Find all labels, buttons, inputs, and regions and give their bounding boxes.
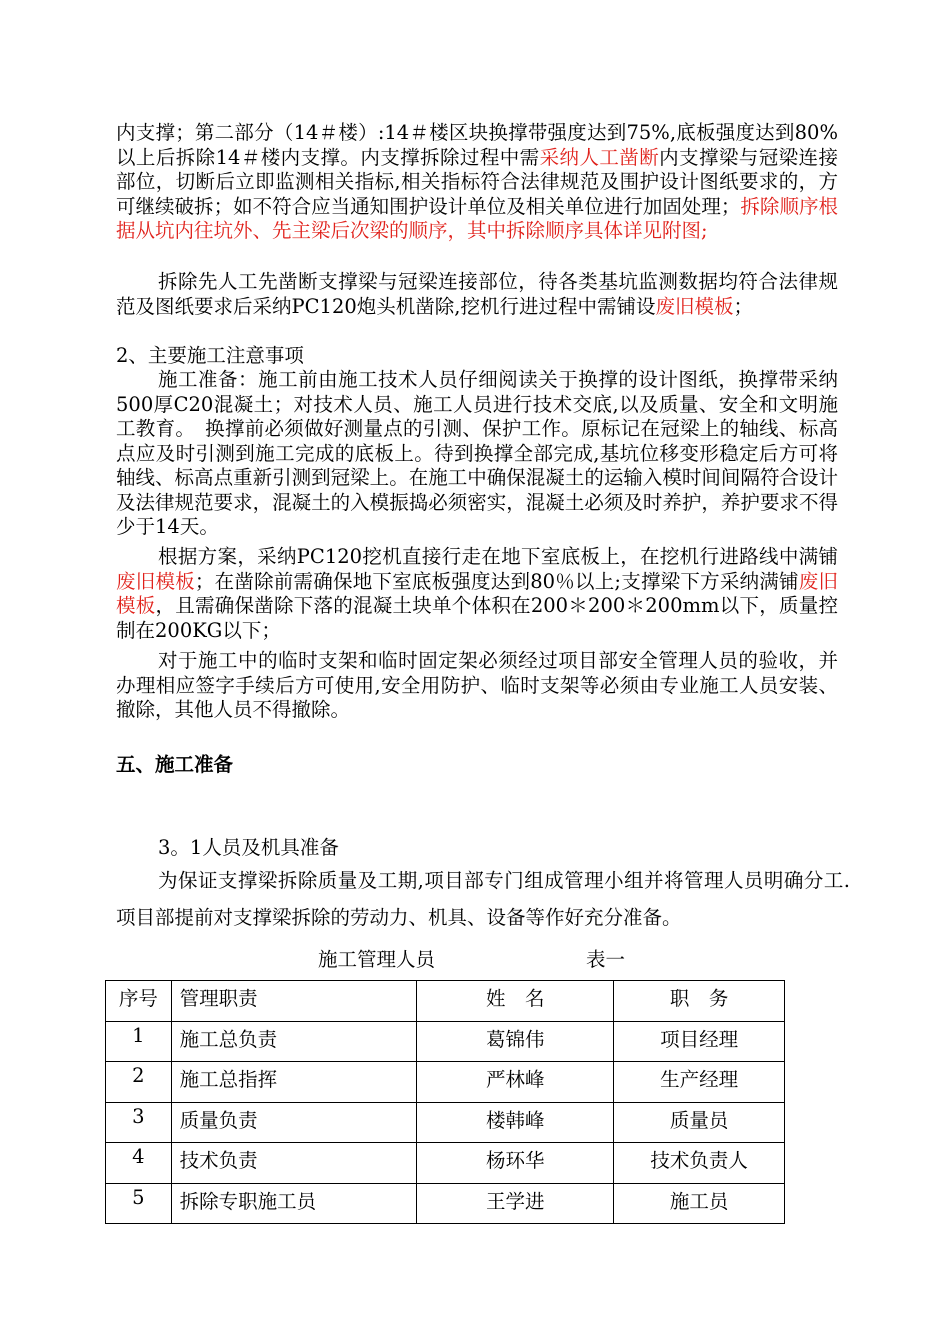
table-row bbox=[106, 1183, 785, 1224]
section-body: 为保证支撑梁拆除质量及工期,项目部专门组成管理小组并将管理人员明确分工.项目部提前对支撑梁拆除的劳动力、机具、设备等作好充分准备。 bbox=[116, 869, 850, 929]
text-run: 拆除先人工先凿断支撑梁与冠梁连接部位，待各类基坑监测数据均符合法律规范及图纸要求后采纳PC120炮头机凿除,挖机行进过程中需铺设 bbox=[116, 270, 838, 318]
table-header-row bbox=[106, 981, 785, 1022]
section-title: 五、施工准备 bbox=[116, 753, 234, 776]
paragraph-support-removal bbox=[116, 121, 838, 244]
table-row bbox=[106, 1143, 785, 1184]
table-row bbox=[106, 1062, 785, 1103]
cell-name: 严林峰 bbox=[417, 1062, 614, 1103]
staff-table bbox=[105, 980, 785, 1224]
header-duty: 管理职责 bbox=[171, 981, 417, 1022]
text-run: ；在凿除前需确保地下室底板强度达到80％以上;支撑梁下方采纳满铺 bbox=[194, 569, 799, 593]
text-run: ，且需确保凿除下落的混凝土块单个体积在200＊200＊200mm以下，质量控制在200KG以下； bbox=[116, 594, 838, 642]
highlighted-text: 废旧模板 bbox=[655, 294, 734, 318]
highlighted-text: 拆除顺序根据从坑内往坑外、先主梁后次梁的顺序，其中拆除顺序具体详见附图; bbox=[116, 194, 838, 242]
paragraph-temporary-supports: 对于施工中的临时支架和临时固定架必须经过项目部安全管理人员的验收，并办理相应签字手续后方可使用,安全用防护、临时支架等必须由专业施工人员安装、撤除，其他人员不得撤除。 bbox=[116, 649, 838, 721]
paragraph-removal-method bbox=[116, 270, 838, 319]
header-name: 姓 名 bbox=[417, 981, 614, 1022]
table-label: 表一 bbox=[586, 948, 626, 971]
cell-index: 3 bbox=[106, 1102, 172, 1143]
cell-position: 技术负责人 bbox=[614, 1143, 785, 1184]
cell-duty: 施工总负责 bbox=[171, 1021, 417, 1062]
cell-position: 生产经理 bbox=[614, 1062, 785, 1103]
highlighted-text: 废旧模板 bbox=[116, 569, 838, 617]
paragraph-preparation: 施工准备：施工前由施工技术人员仔细阅读关于换撑的设计图纸，换撑带采纳500厚C20混凝土；对技术人员、施工人员进行技术交底,以及质量、安全和文明施工教育。 换撑前必须做好测量点的引测、保护工作。原标记在冠梁上的轴线、标高点应及时引测到施工完成的底板上。待到换撑全部完成,基坑位移变形稳定后方可将轴线、标高点重新引测到冠梁上。在施工中确保混凝土的运输入模时间间隔符合设计及法律规范要求，混凝土的入模振捣必须密实，混凝土必须及时养护，养护要求不得少于14天。 bbox=[116, 368, 838, 538]
subheading-precautions: 2、主要施工注意事项 bbox=[116, 344, 304, 367]
table-caption: 施工管理人员 bbox=[318, 948, 436, 971]
cell-position: 项目经理 bbox=[614, 1021, 785, 1062]
header-index: 序号 bbox=[106, 981, 172, 1022]
cell-duty: 拆除专职施工员 bbox=[171, 1183, 417, 1224]
text-run: 根据方案，采纳PC120挖机直接行走在地下室底板上，在挖机行进路线中满铺 bbox=[158, 545, 838, 568]
table-row bbox=[106, 1102, 785, 1143]
header-position: 职 务 bbox=[614, 981, 785, 1022]
cell-position: 质量员 bbox=[614, 1102, 785, 1143]
text-run: ； bbox=[733, 294, 753, 318]
cell-index: 2 bbox=[106, 1062, 172, 1103]
table-row bbox=[106, 1021, 785, 1062]
cell-duty: 技术负责 bbox=[171, 1143, 417, 1184]
cell-name: 楼韩峰 bbox=[417, 1102, 614, 1143]
highlighted-text: 废旧模板 bbox=[116, 569, 195, 593]
cell-name: 王学进 bbox=[417, 1183, 614, 1224]
highlighted-text: 采纳人工凿断 bbox=[539, 145, 660, 169]
cell-position: 施工员 bbox=[614, 1183, 785, 1224]
text-run: 内支撑梁与冠梁连接部位，切断后立即监测相关指标,相关指标符合法律规范及围护设计图纸要求的，方可继续破拆；如不符合应当通知围护设计单位及相关单位进行加固处理； bbox=[116, 145, 838, 218]
paragraph-excavator-plan bbox=[116, 545, 838, 643]
cell-index: 4 bbox=[106, 1143, 172, 1184]
section-subtitle: 3。1人员及机具准备 bbox=[158, 836, 339, 859]
cell-index: 1 bbox=[106, 1021, 172, 1062]
cell-name: 杨环华 bbox=[417, 1143, 614, 1184]
cell-index: 5 bbox=[106, 1183, 172, 1224]
cell-duty: 质量负责 bbox=[171, 1102, 417, 1143]
cell-duty: 施工总指挥 bbox=[171, 1062, 417, 1103]
text-run: 内支撑；第二部分（14＃楼）:14＃楼区块换撑带强度达到75%,底板强度达到80%以上后拆除14＃楼内支撑。内支撑拆除过程中需 bbox=[116, 121, 838, 169]
cell-name: 葛锦伟 bbox=[417, 1021, 614, 1062]
